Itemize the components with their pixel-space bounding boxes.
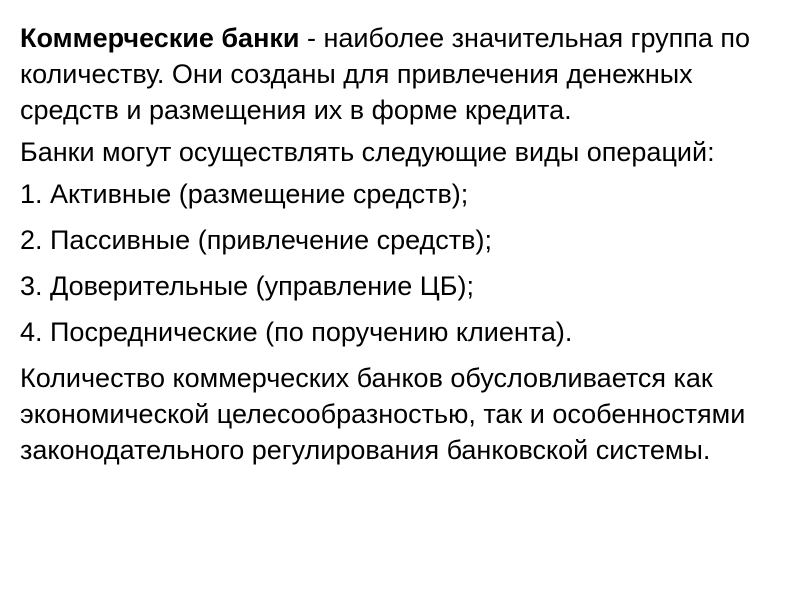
intro-term: Коммерческие банки (20, 23, 300, 53)
intro-text: - наиболее значительная группа по количеству. Они созданы для привлечения денежных средств и размещения их в форме кредита. (20, 23, 751, 125)
operation-item-intermediary: 4. Посреднические (по поручению клиента). (20, 317, 573, 347)
operation-item-active: 1. Активные (размещение средств); (20, 179, 469, 209)
operations-intro: Банки могут осуществлять следующие виды операций: (20, 137, 715, 167)
operation-item-trust: 3. Доверительные (управление ЦБ); (20, 271, 474, 301)
operation-item-passive: 2. Пассивные (привлечение средств); (20, 225, 492, 255)
intro-paragraph (20, 20, 780, 128)
conclusion-paragraph: Количество коммерческих банков обусловливается как экономической целесообразностью, так и особенностями законодательного регулирования банковской системы. (20, 363, 746, 465)
